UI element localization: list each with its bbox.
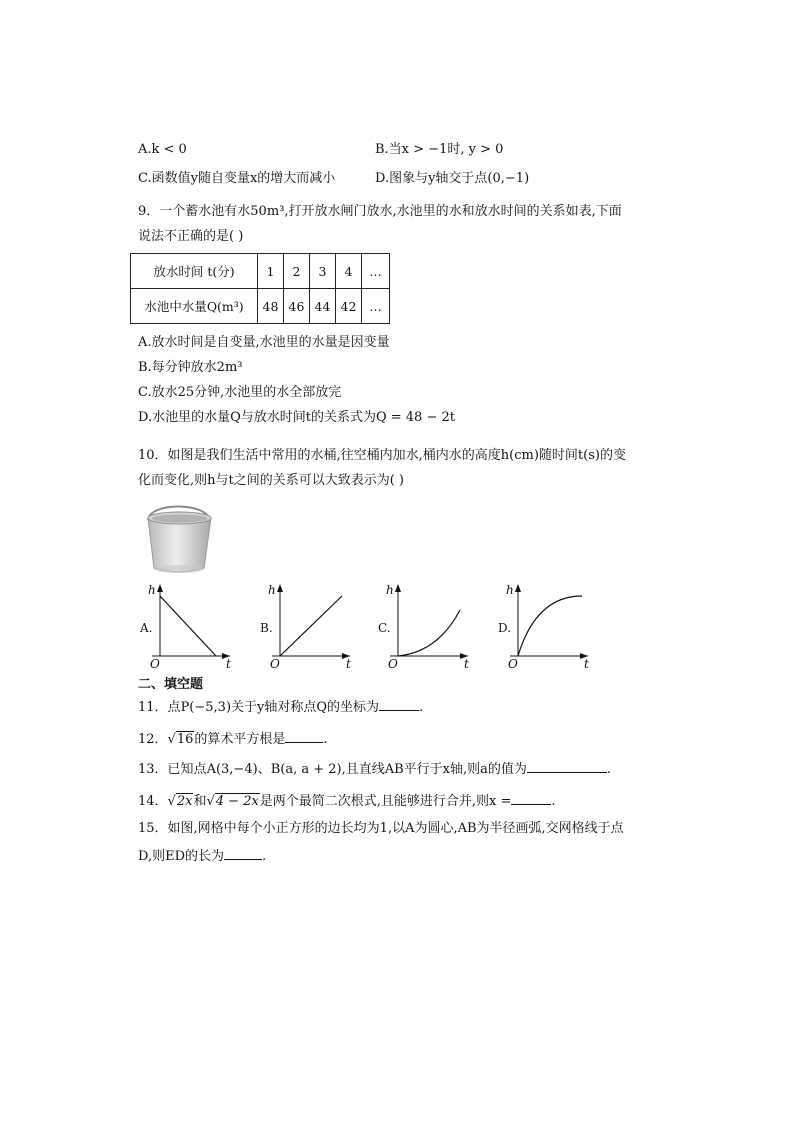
table-cell: 46: [284, 289, 310, 324]
y-axis-label: h: [148, 583, 156, 597]
graph-option-label: C.: [378, 621, 391, 635]
table-cell: 3: [310, 254, 336, 289]
q11-number: 11．: [138, 700, 168, 715]
origin-label: O: [388, 657, 398, 670]
table-cell: …: [362, 289, 390, 324]
q8-option-d: D.图象与y轴交于点(0,−1): [375, 171, 530, 186]
table-row: [131, 289, 390, 324]
q15-answer-blank[interactable]: [224, 846, 262, 860]
q14-end: .: [551, 794, 556, 809]
graph-curve: [518, 596, 582, 656]
q11-text-a: 点: [167, 700, 181, 715]
q9-stem-line2: 说法不正确的是( ): [138, 229, 244, 244]
x-axis-label: t: [346, 657, 351, 670]
sqrt-icon: √: [167, 794, 176, 809]
table-cell: 42: [336, 289, 362, 324]
graph-curve: [160, 596, 216, 656]
q15-line1: 15．如图,网格中每个小正方形的边长均为1,以A为圆心,AB为半径画弧,交网格线于点: [138, 821, 624, 836]
q8-option-b: B.当x > −1时, y > 0: [375, 142, 504, 157]
q12-radicand: 16: [176, 732, 194, 747]
q11-answer-blank[interactable]: [379, 697, 419, 711]
q12: [138, 729, 328, 749]
q13: [138, 759, 611, 779]
x-axis-label: t: [464, 657, 469, 670]
graph-option-label: B.: [260, 621, 273, 635]
q13-text-a: 已知点: [167, 762, 207, 777]
q14-radicand-2: 4 − 2x: [215, 794, 259, 809]
y-axis-label: h: [386, 583, 394, 597]
q13-end: .: [606, 762, 612, 777]
q14-answer-blank[interactable]: [511, 791, 551, 805]
table-cell: 44: [310, 289, 336, 324]
origin-label: O: [150, 657, 160, 670]
graph-option-label: D.: [498, 621, 512, 635]
table-header-volume: 水池中水量Q(m³): [131, 289, 258, 324]
q9-stem-line1: 9．一个蓄水池有水50m³,打开放水闸门放水,水池里的水和放水时间的关系如表,下面: [138, 204, 622, 219]
q9-option-c: C.放水25分钟,水池里的水全部放完: [138, 385, 342, 400]
table-cell: 4: [336, 254, 362, 289]
q9-data-table: [130, 253, 390, 324]
q15-end: .: [262, 849, 267, 864]
table-cell: …: [362, 254, 390, 289]
q14-number: 14．: [138, 794, 168, 809]
q9-option-b: B.每分钟放水2m³: [138, 360, 243, 375]
q15-line2: [138, 846, 266, 866]
q14-text-b: 是两个最简二次根式,且能够进行合并,则x =: [259, 794, 512, 809]
q13-separator: 、: [257, 762, 271, 777]
q15-text: D,则ED的长为: [138, 849, 225, 864]
q14: [138, 791, 556, 811]
sqrt-icon: √: [167, 732, 176, 747]
q8-option-a: A.k < 0: [138, 142, 187, 157]
q11-end: .: [419, 700, 424, 715]
table-row: [131, 254, 390, 289]
q12-text: 的算术平方根是: [194, 732, 286, 747]
y-axis-arrow: [395, 584, 401, 592]
table-header-time: 放水时间 t(分): [131, 254, 258, 289]
y-axis-arrow: [157, 584, 163, 592]
q11: [138, 697, 423, 717]
x-axis-label: t: [226, 657, 231, 670]
q13-point-a: A(3,−4): [206, 762, 258, 777]
y-axis-label: h: [506, 583, 514, 597]
q14-radicand-1: 2x: [176, 794, 193, 809]
table-cell: 2: [284, 254, 310, 289]
q9-option-a: A.放水时间是自变量,水池里的水量是因变量: [138, 335, 390, 350]
q11-point-p: P(−5,3): [180, 700, 232, 715]
y-axis-arrow: [277, 584, 283, 592]
graph-curve: [398, 610, 460, 656]
q10-stem-line2: 化而变化,则h与t之间的关系可以大致表示为( ): [138, 473, 405, 488]
graph-curve: [280, 596, 342, 656]
y-axis-label: h: [268, 583, 276, 597]
q12-answer-blank[interactable]: [285, 729, 323, 743]
q10-graph-options: [130, 578, 610, 670]
bucket-image: [140, 500, 218, 576]
q12-number: 12．: [138, 732, 168, 747]
table-cell: 1: [258, 254, 284, 289]
q11-text-b: 关于y轴对称点Q的坐标为: [231, 700, 380, 715]
q8-option-c: C.函数值y随自变量x的增大而减小: [138, 171, 336, 186]
q13-answer-blank[interactable]: [527, 759, 607, 773]
origin-label: O: [508, 657, 518, 670]
origin-label: O: [270, 657, 280, 670]
q13-number: 13．: [138, 762, 168, 777]
q14-text-a: 和: [193, 794, 207, 809]
y-axis-arrow: [515, 584, 521, 592]
q13-text-b: ,且直线AB平行于x轴,则a的值为: [341, 762, 527, 777]
q12-end: .: [323, 732, 328, 747]
q9-option-d: D.水池里的水量Q与放水时间t的关系式为Q = 48 − 2t: [138, 410, 455, 425]
graph-option-label: A.: [140, 621, 153, 635]
section-title: 二、填空题: [138, 677, 204, 692]
q10-stem-line1: 10．如图是我们生活中常用的水桶,往空桶内加水,桶内水的高度h(cm)随时间t(s)的变: [138, 448, 626, 463]
x-axis-label: t: [584, 657, 589, 670]
q13-point-b: B(a, a + 2): [270, 762, 342, 777]
sqrt-icon: √: [206, 794, 215, 809]
table-cell: 48: [258, 289, 284, 324]
